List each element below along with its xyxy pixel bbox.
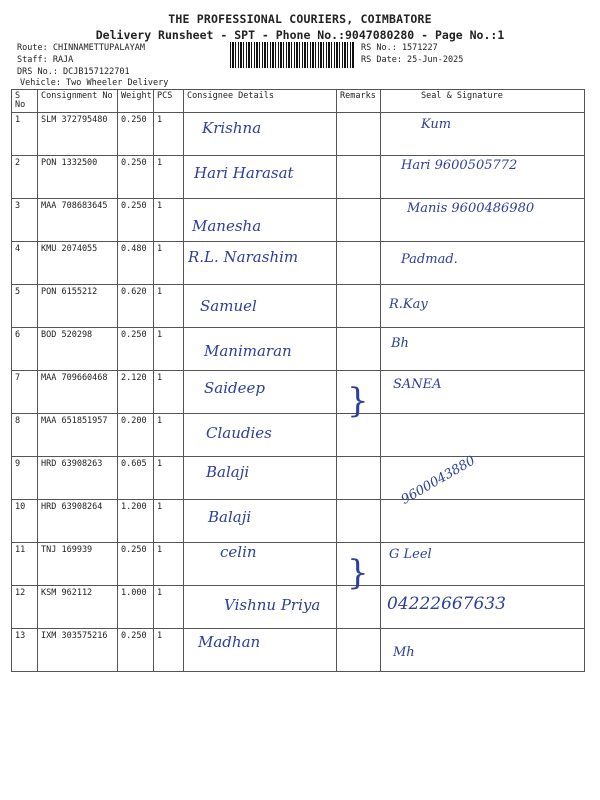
table-header-row bbox=[12, 90, 585, 113]
row-consignee-details bbox=[184, 371, 337, 414]
col-header-remarks: Remarks bbox=[337, 90, 381, 113]
route-label: Route: CHINNAMETTUPALAYAM bbox=[17, 43, 145, 53]
row-weight: 1.000 bbox=[118, 586, 154, 629]
runsheet-table bbox=[11, 89, 585, 672]
consignee-handwriting: Madhan bbox=[198, 633, 261, 651]
row-consignment-no: TNJ 169939 bbox=[38, 543, 118, 586]
row-remarks bbox=[337, 285, 381, 328]
table-row bbox=[12, 113, 585, 156]
row-pcs: 1 bbox=[154, 156, 184, 199]
row-weight: 0.605 bbox=[118, 457, 154, 500]
row-weight: 0.250 bbox=[118, 199, 154, 242]
row-consignment-no: BOD 520298 bbox=[38, 328, 118, 371]
row-sno: 9 bbox=[12, 457, 38, 500]
row-consignee-details bbox=[184, 586, 337, 629]
row-remarks bbox=[337, 414, 381, 457]
drs-number: DRS No.: DCJB157122701 bbox=[17, 67, 130, 77]
vehicle-label: Vehicle: Two Wheeler Delivery bbox=[20, 78, 169, 88]
row-remarks bbox=[337, 156, 381, 199]
consignee-handwriting: Krishna bbox=[202, 119, 262, 137]
row-pcs: 1 bbox=[154, 457, 184, 500]
row-remarks bbox=[337, 543, 381, 593]
row-sno: 13 bbox=[12, 629, 38, 672]
consignee-handwriting: Claudies bbox=[206, 424, 272, 442]
row-pcs: 1 bbox=[154, 543, 184, 586]
table-row bbox=[12, 586, 585, 629]
row-pcs: 1 bbox=[154, 371, 184, 414]
consignee-handwriting: Balaji bbox=[206, 463, 250, 481]
row-consignment-no: IXM 303575216 bbox=[38, 629, 118, 672]
col-header-weight: Weight bbox=[118, 90, 154, 113]
row-consignee-details bbox=[184, 113, 337, 156]
row-consignment-no: MAA 651851957 bbox=[38, 414, 118, 457]
col-header-signature: Seal & Signature bbox=[381, 90, 585, 113]
row-remarks bbox=[337, 242, 381, 285]
consignee-handwriting: celin bbox=[220, 543, 257, 561]
row-pcs: 1 bbox=[154, 414, 184, 457]
row-sno: 3 bbox=[12, 199, 38, 242]
row-remarks bbox=[337, 500, 381, 543]
rs-number: RS No.: 1571227 bbox=[361, 43, 438, 53]
row-pcs: 1 bbox=[154, 328, 184, 371]
table-row bbox=[12, 371, 585, 414]
row-consignment-no: KMU 2074055 bbox=[38, 242, 118, 285]
table-row bbox=[12, 285, 585, 328]
row-consignment-no: HRD 63908264 bbox=[38, 500, 118, 543]
row-seal-signature bbox=[381, 543, 585, 586]
staff-label: Staff: RAJA bbox=[17, 55, 74, 65]
row-seal-signature bbox=[381, 371, 585, 414]
row-weight: 0.250 bbox=[118, 629, 154, 672]
row-consignment-no: PON 6155212 bbox=[38, 285, 118, 328]
row-consignment-no: HRD 63908263 bbox=[38, 457, 118, 500]
signature-handwriting: SANEA bbox=[393, 377, 442, 392]
row-consignee-details bbox=[184, 543, 337, 586]
barcode bbox=[230, 42, 354, 68]
row-consignee-details bbox=[184, 457, 337, 500]
row-pcs: 1 bbox=[154, 629, 184, 672]
row-remarks bbox=[337, 371, 381, 421]
signature-handwriting: Mh bbox=[393, 645, 415, 660]
row-pcs: 1 bbox=[154, 586, 184, 629]
consignee-handwriting: R.L. Narashim bbox=[188, 248, 299, 266]
row-seal-signature bbox=[381, 629, 585, 672]
row-remarks bbox=[337, 113, 381, 156]
row-remarks bbox=[337, 199, 381, 242]
row-weight: 1.200 bbox=[118, 500, 154, 543]
table-row bbox=[12, 156, 585, 199]
table-row bbox=[12, 414, 585, 457]
table-row bbox=[12, 328, 585, 371]
row-pcs: 1 bbox=[154, 199, 184, 242]
col-header-pcs: PCS bbox=[154, 90, 184, 113]
table-row bbox=[12, 199, 585, 242]
row-weight: 0.200 bbox=[118, 414, 154, 457]
bracket-mark: } bbox=[347, 553, 369, 593]
row-sno: 1 bbox=[12, 113, 38, 156]
table-row bbox=[12, 457, 585, 500]
row-consignment-no: SLM 372795480 bbox=[38, 113, 118, 156]
rs-date: RS Date: 25-Jun-2025 bbox=[361, 55, 464, 65]
signature-handwriting: Padmad. bbox=[401, 252, 458, 267]
row-consignee-details bbox=[184, 199, 337, 242]
row-seal-signature bbox=[381, 328, 585, 371]
row-pcs: 1 bbox=[154, 500, 184, 543]
signature-handwriting: 04222667633 bbox=[387, 594, 506, 614]
row-sno: 8 bbox=[12, 414, 38, 457]
row-sno: 2 bbox=[12, 156, 38, 199]
row-weight: 2.120 bbox=[118, 371, 154, 414]
row-consignee-details bbox=[184, 285, 337, 328]
consignee-handwriting: Manimaran bbox=[204, 342, 292, 360]
consignee-handwriting: Hari Harasat bbox=[194, 164, 294, 182]
row-seal-signature bbox=[381, 285, 585, 328]
signature-handwriting: Kum bbox=[421, 117, 452, 132]
row-consignee-details bbox=[184, 328, 337, 371]
row-sno: 6 bbox=[12, 328, 38, 371]
consignee-handwriting: Samuel bbox=[200, 297, 257, 315]
row-seal-signature bbox=[381, 500, 585, 543]
consignee-handwriting: Balaji bbox=[208, 508, 252, 526]
row-sno: 5 bbox=[12, 285, 38, 328]
col-header-consignee: Consignee Details bbox=[184, 90, 337, 113]
runsheet-subtitle: Delivery Runsheet - SPT - Phone No.:9047080280 - Page No.:1 bbox=[95, 28, 505, 42]
row-consignee-details bbox=[184, 414, 337, 457]
signature-handwriting: Bh bbox=[391, 336, 409, 351]
row-weight: 0.250 bbox=[118, 113, 154, 156]
row-seal-signature bbox=[381, 453, 585, 508]
row-consignment-no: KSM 962112 bbox=[38, 586, 118, 629]
row-sno: 12 bbox=[12, 586, 38, 629]
row-sno: 11 bbox=[12, 543, 38, 586]
signature-handwriting: Manis 9600486980 bbox=[407, 201, 535, 216]
row-consignee-details bbox=[184, 156, 337, 199]
row-pcs: 1 bbox=[154, 113, 184, 156]
row-weight: 0.620 bbox=[118, 285, 154, 328]
row-consignee-details bbox=[184, 629, 337, 672]
row-pcs: 1 bbox=[154, 242, 184, 285]
row-seal-signature bbox=[381, 242, 585, 285]
row-pcs: 1 bbox=[154, 285, 184, 328]
col-header-consignment: Consignment No bbox=[38, 90, 118, 113]
table-row bbox=[12, 500, 585, 543]
signature-handwriting: R.Kay bbox=[389, 297, 428, 312]
signature-handwriting: Hari 9600505772 bbox=[401, 158, 518, 173]
company-title: THE PROFESSIONAL COURIERS, COIMBATORE bbox=[168, 12, 432, 26]
table-row bbox=[12, 543, 585, 586]
bracket-mark: } bbox=[347, 381, 369, 421]
signature-handwriting: G Leel bbox=[389, 547, 432, 562]
row-weight: 0.250 bbox=[118, 543, 154, 586]
table-row bbox=[12, 629, 585, 672]
row-weight: 0.250 bbox=[118, 328, 154, 371]
row-consignment-no: PON 1332500 bbox=[38, 156, 118, 199]
row-seal-signature bbox=[381, 199, 585, 242]
row-remarks bbox=[337, 457, 381, 500]
row-seal-signature bbox=[381, 414, 585, 457]
row-weight: 0.480 bbox=[118, 242, 154, 285]
consignee-handwriting: Saideep bbox=[204, 379, 265, 397]
row-consignment-no: MAA 708683645 bbox=[38, 199, 118, 242]
row-remarks bbox=[337, 629, 381, 672]
row-sno: 7 bbox=[12, 371, 38, 414]
col-header-sno: S No bbox=[12, 90, 38, 113]
consignee-handwriting: Manesha bbox=[192, 217, 262, 235]
row-weight: 0.250 bbox=[118, 156, 154, 199]
table-row bbox=[12, 242, 585, 285]
row-sno: 10 bbox=[12, 500, 38, 543]
row-remarks bbox=[337, 328, 381, 371]
row-seal-signature bbox=[381, 156, 585, 199]
row-seal-signature bbox=[381, 586, 585, 629]
row-consignment-no: MAA 709660468 bbox=[38, 371, 118, 414]
row-sno: 4 bbox=[12, 242, 38, 285]
row-consignee-details bbox=[184, 500, 337, 543]
row-consignee-details bbox=[184, 242, 337, 285]
row-seal-signature bbox=[381, 113, 585, 156]
row-remarks bbox=[337, 586, 381, 629]
signature-handwriting: 9600043880 bbox=[398, 453, 478, 508]
consignee-handwriting: Vishnu Priya bbox=[224, 596, 321, 614]
